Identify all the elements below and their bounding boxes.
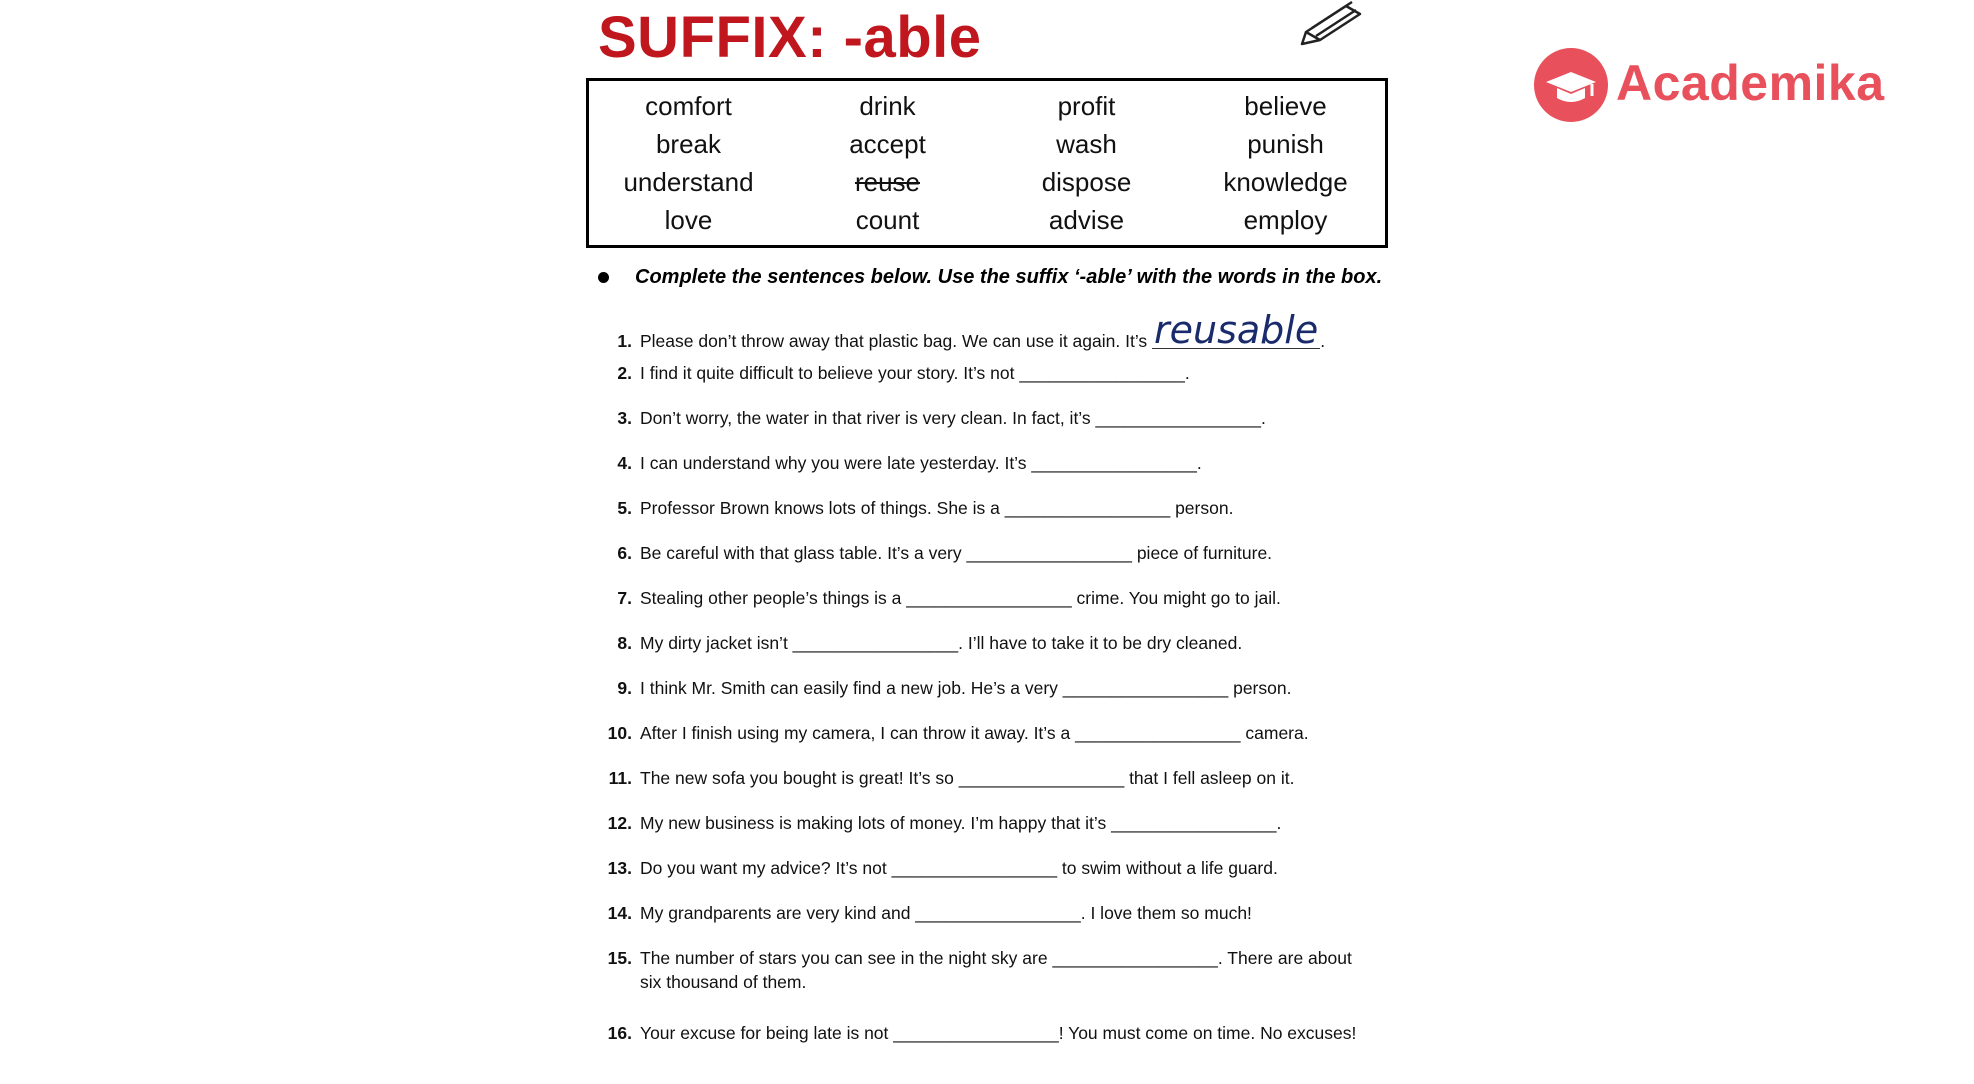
question-item (596, 631, 1242, 655)
word-box-item: comfort (645, 91, 732, 121)
question-item (596, 721, 1309, 745)
instruction-text: Complete the sentences below. Use the suffix ‘-able’ with the words in the box. (635, 266, 1383, 288)
question-number: 7. (617, 588, 632, 608)
brand-name: Academika (1616, 55, 1885, 111)
word-box-item: break (655, 129, 722, 159)
question-item (596, 406, 1266, 430)
question-text: Do you want my advice? It’s not _________________ to swim without a life guard. (640, 858, 1278, 878)
question-text: The number of stars you can see in the night sky are _________________. There are about (640, 948, 1352, 968)
question-number: 15. (607, 948, 632, 968)
question-text: Stealing other people’s things is a _________________ crime. You might go to jail. (640, 588, 1281, 608)
question-item (596, 451, 1202, 475)
word-box-item: reuse (854, 167, 921, 197)
question-item (596, 811, 1281, 835)
question-text-end: . (1320, 331, 1326, 351)
question-number: 14. (607, 903, 632, 923)
word-box-item: understand (623, 167, 754, 197)
question-number: 9. (617, 678, 632, 698)
question-text: After I finish using my camera, I can throw it away. It’s a _________________ camera. (640, 723, 1309, 743)
question-text: Don’t worry, the water in that river is very clean. In fact, it’s _________________. (640, 408, 1266, 428)
question-item (596, 496, 1233, 520)
question-text: My grandparents are very kind and _________________. I love them so much! (640, 903, 1252, 923)
question-text: I can understand why you were late yesterday. It’s _________________. (640, 453, 1202, 473)
word-box-item: punish (1247, 129, 1324, 159)
question-number: 6. (617, 543, 632, 563)
question-item (596, 946, 1352, 994)
question-text: Your excuse for being late is not _________________! You must come on time. No excuses! (640, 1023, 1357, 1043)
word-box-item: profit (1057, 91, 1116, 121)
instruction-line (598, 266, 1382, 289)
word-box-item: dispose (1041, 167, 1132, 197)
pencil-icon (1298, 0, 1370, 46)
question-text: I find it quite difficult to believe your story. It’s not _________________. (640, 363, 1190, 383)
question-text: Please don’t throw away that plastic bag. We can use it again. It’s (640, 331, 1153, 351)
question-text: Professor Brown knows lots of things. She is a _________________ person. (640, 498, 1234, 518)
question-item (596, 676, 1291, 700)
question-continuation: six thousand of them. (640, 972, 807, 992)
word-box (586, 78, 1388, 248)
question-item (596, 541, 1272, 565)
bullet-icon (598, 272, 609, 283)
word-box-item: knowledge (1223, 167, 1348, 197)
question-item (596, 1021, 1356, 1045)
question-item (596, 308, 1326, 353)
word-box-item: love (664, 205, 713, 235)
question-item (596, 856, 1278, 880)
handwritten-answer[interactable]: reusable (1154, 308, 1319, 352)
word-box-item: advise (1048, 205, 1125, 235)
graduation-cap-icon (1534, 48, 1608, 122)
word-box-item: count (855, 205, 920, 235)
worksheet-page (558, 0, 1426, 1084)
question-text: My new business is making lots of money. I’m happy that it’s _________________. (640, 813, 1282, 833)
question-item (596, 586, 1281, 610)
question-number: 3. (617, 408, 632, 428)
word-box-item: accept (849, 129, 926, 159)
question-text: My dirty jacket isn’t _________________. I’ll have to take it to be dry cleaned. (640, 633, 1243, 653)
question-number: 16. (607, 1023, 632, 1043)
question-text: I think Mr. Smith can easily find a new job. He’s a very _________________ person. (640, 678, 1292, 698)
question-text: The new sofa you bought is great! It’s so _________________ that I fell asleep on it. (640, 768, 1295, 788)
question-number: 10. (607, 723, 632, 743)
word-box-item: believe (1244, 91, 1327, 121)
question-number: 8. (617, 633, 632, 653)
question-item (596, 361, 1190, 385)
word-box-item: drink (859, 91, 916, 121)
question-number: 13. (607, 858, 632, 878)
question-number: 4. (617, 453, 632, 473)
question-number: 12. (607, 813, 632, 833)
question-text: Be careful with that glass table. It’s a very _________________ piece of furniture. (640, 543, 1273, 563)
question-number: 1. (617, 331, 632, 351)
question-number: 2. (617, 363, 632, 383)
word-box-item: wash (1056, 129, 1117, 159)
word-box-item: employ (1243, 205, 1328, 235)
question-item (596, 901, 1252, 925)
question-item (596, 766, 1294, 790)
worksheet-title: SUFFIX: -able (598, 5, 982, 70)
question-number: 11. (608, 768, 632, 788)
question-number: 5. (617, 498, 632, 518)
